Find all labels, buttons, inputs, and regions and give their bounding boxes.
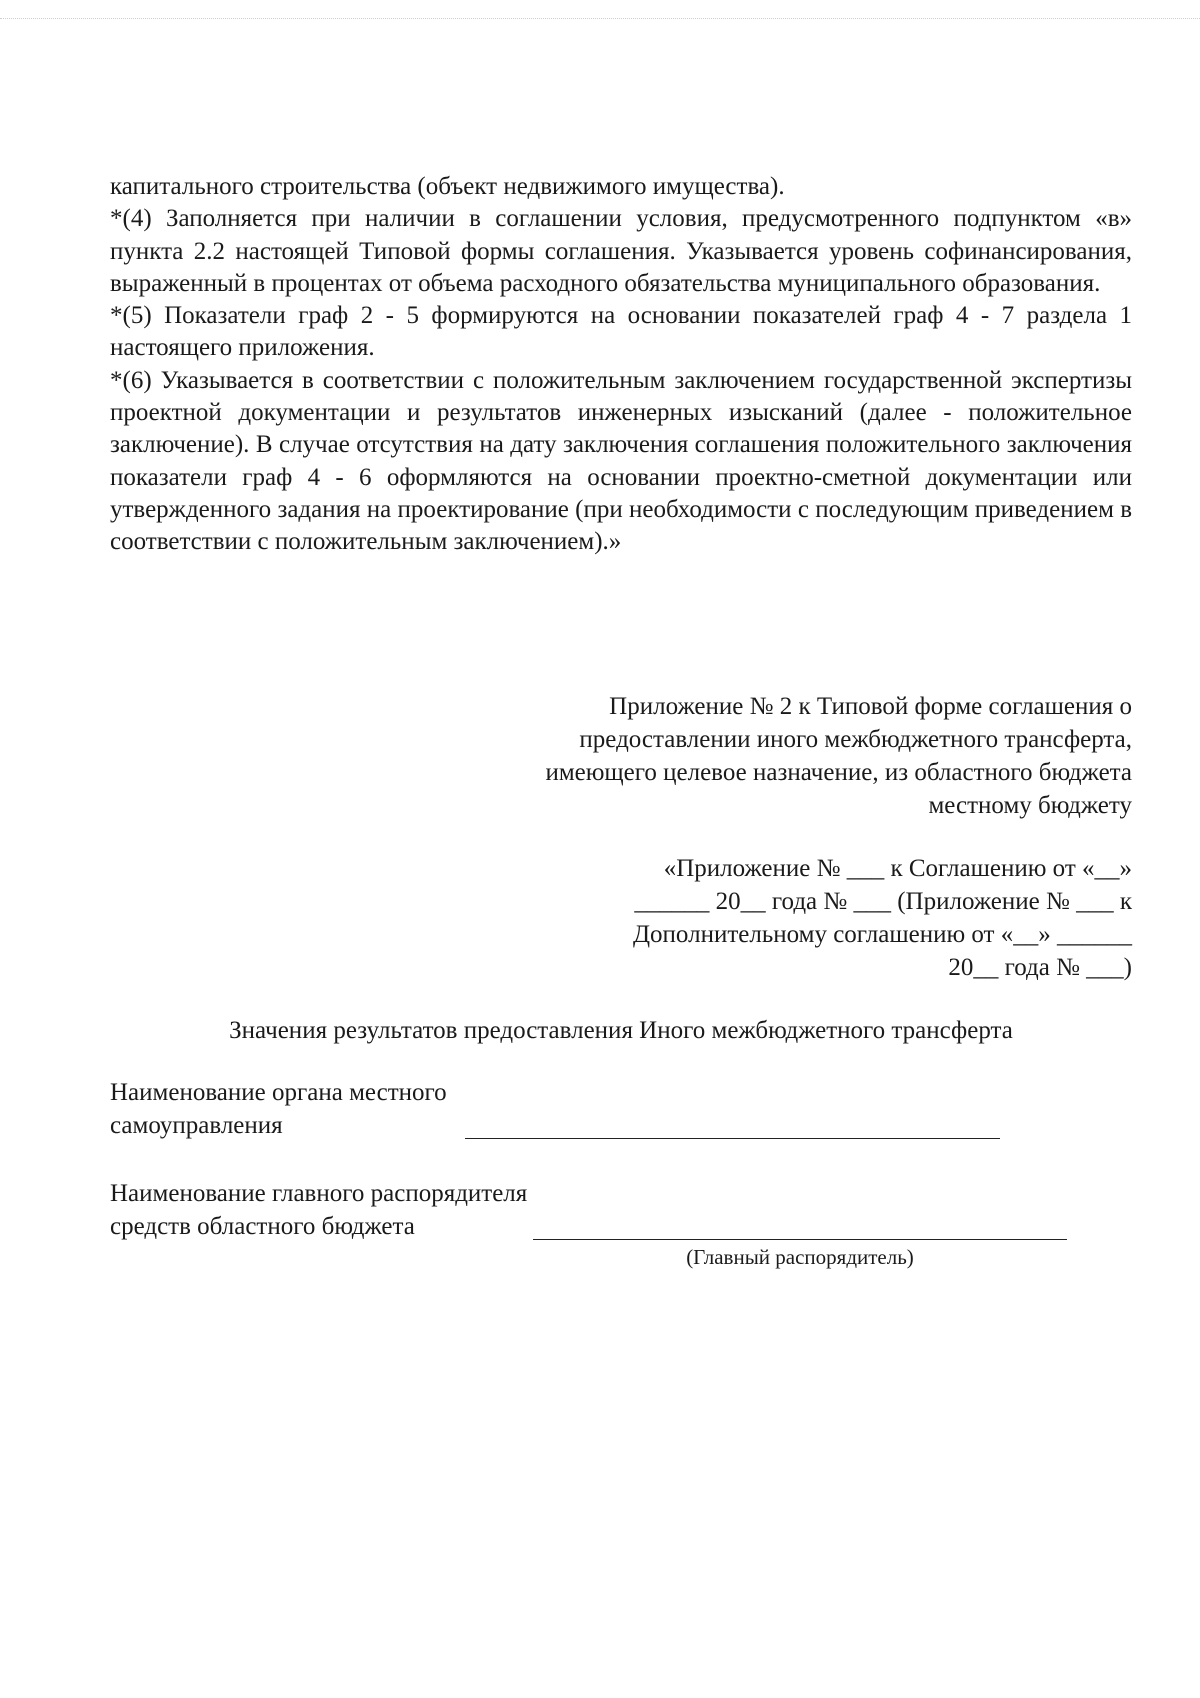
- local-authority-label-line: Наименование органа местного: [110, 1079, 447, 1106]
- chief-manager-label-line: средств областного бюджета: [110, 1213, 415, 1240]
- footnote-6: *(6) Указывается в соответствии с положительным заключением государственной экспертизы проектной документации и результатов инженерных изысканий (далее - положительное заключение). В случае отсутствия на дату заключения соглашения положительного заключения показатели граф 4 - 6 оформляются на основании проектно-сметной документации или утвержденного задания на проектирование (при необходимости с последующим приведением в соответствии с положительным заключением).»: [110, 366, 1132, 556]
- annex-reference-line: ______ 20__ года № ___ (Приложение № ___ к: [634, 888, 1132, 915]
- annex-reference-line: Дополнительному соглашению от «__» ______: [633, 921, 1132, 948]
- footnotes-block: [110, 171, 1132, 559]
- chief-manager-field[interactable]: [533, 1239, 1067, 1240]
- chief-manager-caption: (Главный распорядитель): [686, 1245, 914, 1269]
- footnote-4: *(4) Заполняется при наличии в соглашении условия, предусмотренного подпунктом «в» пункта 2.2 настоящей Типовой формы соглашения. Указывается уровень софинансирования, выраженный в процентах от объема расходного обязательства муниципального образования.: [110, 205, 1132, 297]
- local-authority-label-line: самоуправления: [110, 1112, 283, 1139]
- footnote-continuation: капитального строительства (объект недвижимого имущества).: [110, 173, 785, 200]
- annex-reference-line: 20__ года № ___): [948, 954, 1132, 981]
- chief-manager-label: [110, 1177, 527, 1243]
- document-heading: Значения результатов предоставления Иного межбюджетного трансферта: [229, 1017, 1013, 1044]
- local-authority-label: [110, 1076, 447, 1142]
- chief-manager-label-line: Наименование главного распорядителя: [110, 1180, 528, 1207]
- annex-reference: [560, 852, 1132, 984]
- local-authority-field[interactable]: [465, 1138, 1000, 1139]
- annex-reference-line: «Приложение № ___ к Соглашению от «__»: [663, 855, 1132, 882]
- footnote-5: *(5) Показатели граф 2 - 5 формируются на основании показателей граф 4 - 7 раздела 1 настоящего приложения.: [110, 302, 1132, 362]
- annex-title: Приложение № 2 к Типовой форме соглашения о предоставлении иного межбюджетного трансферта, имеющего целевое назначение, из областного бюджета местному бюджету: [545, 693, 1132, 819]
- scan-top-edge: [0, 18, 1200, 19]
